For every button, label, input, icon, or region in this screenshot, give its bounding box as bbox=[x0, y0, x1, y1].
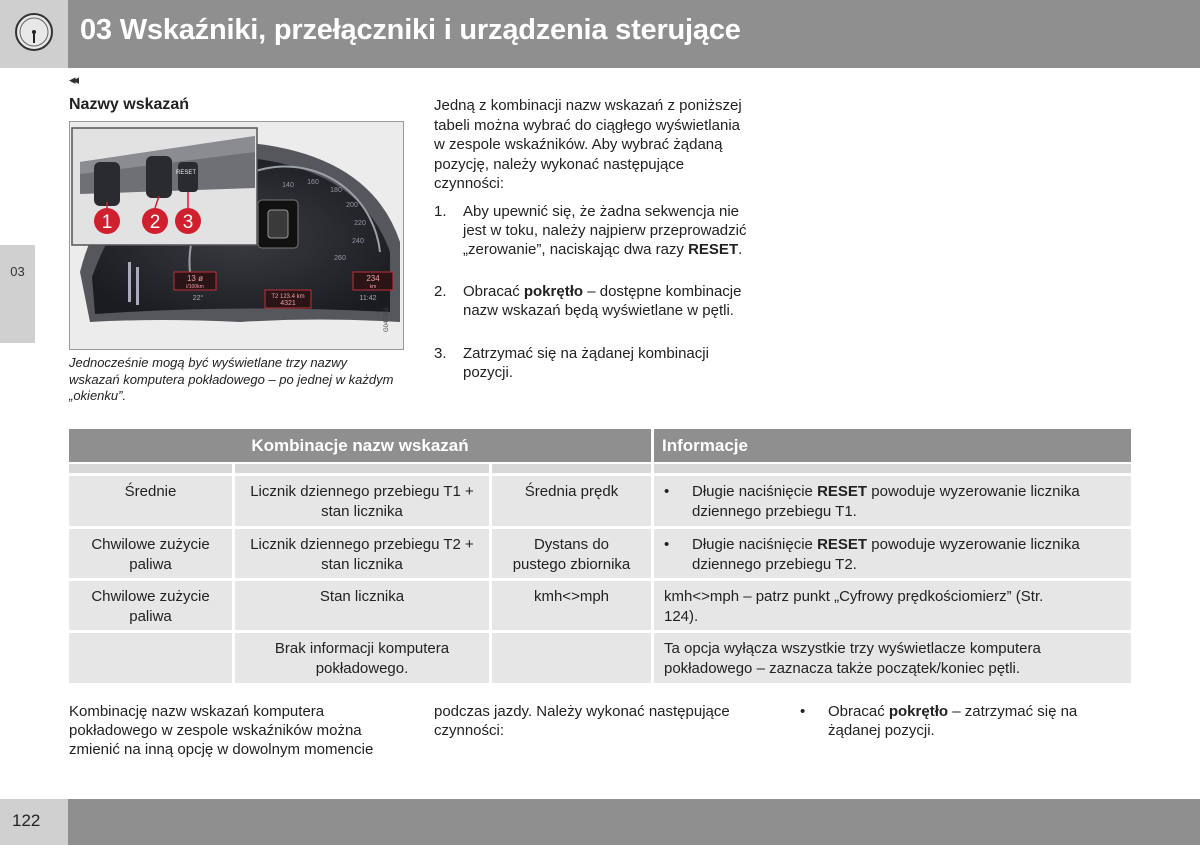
bullet-icon: • bbox=[800, 703, 806, 720]
info-bold: RESET bbox=[817, 536, 868, 553]
table-cell: Chwilowe zużycie paliwa bbox=[69, 581, 232, 630]
table-cell: Licznik dziennego przebiegu T2 + stan licznika bbox=[235, 529, 489, 578]
speed-tick: 240 bbox=[352, 238, 364, 245]
footer-bar bbox=[68, 799, 1200, 845]
bottom-bullet-text: Obracać bbox=[828, 703, 889, 720]
callout-1: 1 bbox=[101, 212, 113, 233]
display-left-unit: l/100km bbox=[186, 284, 204, 290]
table-cell bbox=[69, 633, 232, 683]
step-number: 2. bbox=[434, 283, 447, 300]
display-center-top: T2 123.4 km bbox=[271, 294, 305, 300]
info-text: Ta opcja wyłącza wszystkie trzy wyświetlacze komputera pokładowego – zaznacza także początek/koniec pętli. bbox=[664, 640, 1041, 677]
table-header-info: Informacje bbox=[654, 429, 1131, 462]
step-text-end: . bbox=[738, 241, 743, 258]
step-text: Obracać bbox=[463, 283, 524, 300]
section-heading: Nazwy wskazań bbox=[69, 96, 190, 113]
callout-2: 2 bbox=[149, 212, 161, 233]
display-clock: 11:42 bbox=[359, 295, 377, 302]
speed-tick: 260 bbox=[334, 255, 346, 262]
info-text-end: powoduje wyzerowanie licznika dziennego przebiegu T1. bbox=[692, 483, 1080, 520]
display-right-value: 234 bbox=[366, 274, 380, 283]
table-cell: Brak informacji komputera pokładowego. bbox=[235, 633, 489, 683]
table-subheader-cell bbox=[492, 464, 651, 473]
chapter-title: 03 Wskaźniki, przełączniki i urządzenia sterujące bbox=[80, 14, 741, 46]
chapter-side-tab[interactable] bbox=[0, 245, 35, 343]
table-info-cell bbox=[654, 581, 1131, 630]
chapter-side-tab-label: 03 bbox=[10, 264, 25, 279]
display-center-bottom: 4321 bbox=[280, 300, 296, 307]
bottom-paragraph-2: podczas jazdy. Należy wykonać następujące czynności: bbox=[434, 703, 730, 739]
callout-3: 3 bbox=[182, 212, 194, 233]
back-arrows-icon[interactable]: ◂◂ bbox=[69, 72, 77, 87]
figure-caption: Jednocześnie mogą być wyświetlane trzy nazwy wskazań komputera pokładowego – po jednej w każdym „okienku”. bbox=[69, 355, 394, 403]
bullet-icon: • bbox=[664, 483, 670, 500]
display-left-value: 13 ø bbox=[186, 274, 204, 283]
step-number: 3. bbox=[434, 345, 447, 362]
speed-tick: 140 bbox=[282, 182, 294, 189]
info-bold: RESET bbox=[817, 483, 868, 500]
table-info-cell bbox=[654, 633, 1131, 683]
table-header-combinations: Kombinacje nazw wskazań bbox=[69, 429, 651, 462]
speed-tick: 200 bbox=[346, 202, 358, 209]
table-cell bbox=[492, 633, 651, 683]
speed-tick: 160 bbox=[307, 179, 319, 186]
table-cell: Dystans do pustego zbiornika bbox=[492, 529, 651, 578]
info-text-end: powoduje wyzerowanie licznika dziennego przebiegu T2. bbox=[692, 536, 1080, 573]
bullet-icon: • bbox=[664, 536, 670, 553]
display-right-unit: km bbox=[369, 284, 377, 290]
table-info-cell bbox=[654, 476, 1131, 526]
bottom-bullet bbox=[800, 702, 1130, 740]
bottom-paragraph-1: Kombinację nazw wskazań komputera pokładowego w zespole wskaźników można zmienić na inną opcję w dowolnym momencie bbox=[69, 703, 374, 758]
step-text: Zatrzymać się na żądanej kombinacji pozycji. bbox=[463, 345, 709, 381]
table-subheader-cell bbox=[235, 464, 489, 473]
figure-reset-label: RESET bbox=[175, 170, 197, 176]
table-cell: Licznik dziennego przebiegu T1 + stan licznika bbox=[235, 476, 489, 526]
display-temperature: 22° bbox=[192, 295, 204, 302]
table-cell: Chwilowe zużycie paliwa bbox=[69, 529, 232, 578]
speed-tick: 220 bbox=[354, 220, 366, 227]
table-cell: Średnie bbox=[69, 476, 232, 526]
table-subheader-cell bbox=[654, 464, 1131, 473]
table-cell: Średnia prędk bbox=[492, 476, 651, 526]
table-subheader-cell bbox=[69, 464, 232, 473]
table-cell: Stan licznika bbox=[235, 581, 489, 630]
info-text: Długie naciśnięcie bbox=[692, 483, 818, 500]
info-text: kmh<>mph – patrz punkt „Cyfrowy prędkościomierz” (Str. 124). bbox=[664, 588, 1044, 625]
table-info-cell bbox=[654, 529, 1131, 578]
speed-tick: 180 bbox=[330, 187, 342, 194]
instrument-cluster-illustration bbox=[69, 121, 404, 350]
gauge-icon bbox=[14, 12, 54, 52]
page-number: 122 bbox=[12, 811, 41, 830]
step-text: Aby upewnić się, że żadna sekwencja nie jest w toku, należy najpierw przeprowadzić „zerowanie”, naciskając dwa razy bbox=[463, 203, 747, 258]
step-bold: RESET bbox=[688, 241, 739, 258]
image-code: G047342 bbox=[384, 307, 390, 332]
step-text-end: – dostępne kombinacje nazw wskazań będą wyświetlane w pętli. bbox=[463, 283, 742, 319]
bottom-bullet-text-end: – zatrzymać się na żądanej pozycji. bbox=[828, 703, 1078, 739]
info-text: Długie naciśnięcie bbox=[692, 536, 818, 553]
intro-paragraph: Jedną z kombinacji nazw wskazań z poniższej tabeli można wybrać do ciągłego wyświetlania w zespole wskaźników. Aby wybrać żądaną pozycję, należy wykonać następujące czynności: bbox=[434, 97, 742, 192]
table-cell: kmh<>mph bbox=[492, 581, 651, 630]
bottom-bullet-bold: pokrętło bbox=[888, 703, 949, 720]
step-number: 1. bbox=[434, 203, 447, 220]
step-bold: pokrętło bbox=[523, 283, 584, 300]
